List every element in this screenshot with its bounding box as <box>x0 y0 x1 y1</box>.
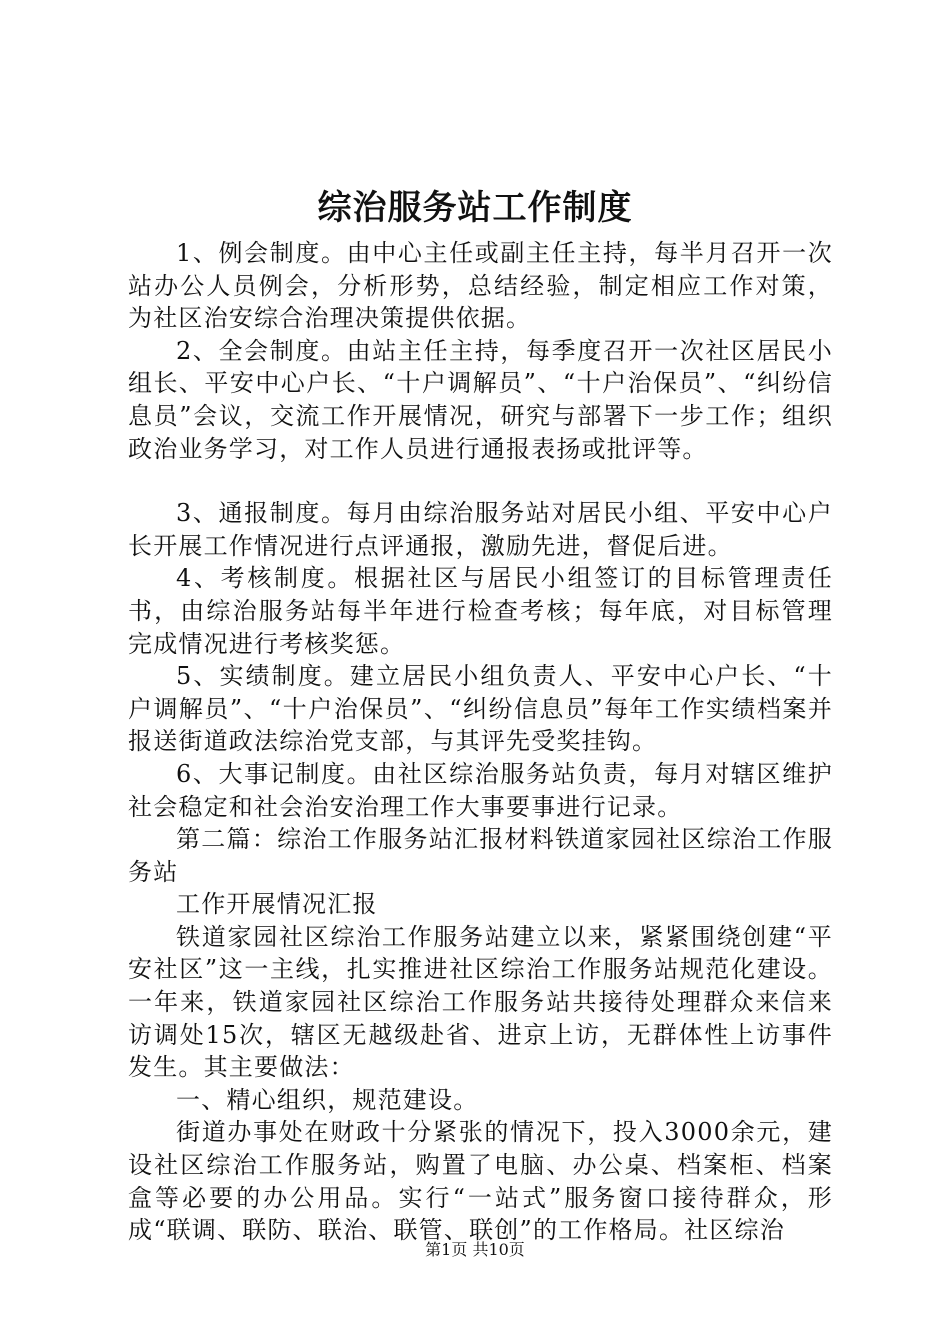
paragraph-assessment-system: 4、考核制度。根据社区与居民小组签订的目标管理责任书，由综治服务站每半年进行检查考核；每年底，对目标管理完成情况进行考核奖惩。 <box>128 564 833 658</box>
paragraph-chronicle-system: 6、大事记制度。由社区综治服务站负责，每月对辖区维护社会稳定和社会治安治理工作大事要事进行记录。 <box>128 759 833 821</box>
paragraph-notification-system: 3、通报制度。每月由综治服务站对居民小组、平安中心户长开展工作情况进行点评通报，激励先进，督促后进。 <box>128 499 833 560</box>
paragraph-performance-system: 5、实绩制度。建立居民小组负责人、平安中心户长、“十户调解员”、“十户治保员”、“纠纷信息员”每年工作实绩档案并报送街道政法综治党支部，与其评先受奖挂钩。 <box>128 662 833 756</box>
paragraph-second-article-heading: 第二篇：综治工作服务站汇报材料铁道家园社区综治工作服务站 <box>128 825 833 886</box>
paragraph-section-heading: 一、精心组织，规范建设。 <box>176 1085 479 1114</box>
paragraph-report-subtitle: 工作开展情况汇报 <box>176 890 378 919</box>
paragraph-investment-details: 街道办事处在财政十分紧张的情况下，投入3000余元，建设社区综治工作服务站，购置了电脑、办公桌、档案柜、档案盒等必要的办公用品。实行“一站式”服务窗口接待群众，形成“联调、联防、联治、联管、联创”的工作格局。社区综治 <box>128 1118 833 1245</box>
document-title: 综治服务站工作制度 <box>317 188 633 228</box>
paragraph-report-intro: 铁道家园社区综治工作服务站建立以来，紧紧围绕创建“平安社区”这一主线，扎实推进社区综治工作服务站规范化建设。一年来，铁道家园社区综治工作服务站共接待处理群众来信来访调处15次，辖区无越级赴省、进京上访，无群体性上访事件发生。其主要做法： <box>128 922 833 1082</box>
paragraph-meeting-system: 1、例会制度。由中心主任或副主任主持，每半月召开一次站办公人员例会，分析形势，总结经验，制定相应工作对策，为社区治安综合治理决策提供依据。 <box>128 239 833 333</box>
page-number-footer: 第1页 共10页 <box>425 1240 525 1259</box>
paragraph-plenary-system: 2、全会制度。由站主任主持，每季度召开一次社区居民小组长、平安中心户长、“十户调解员”、“十户治保员”、“纠纷信息员”会议，交流工作开展情况，研究与部署下一步工作；组织政治业务学习，对工作人员进行通报表扬或批评等。 <box>128 336 833 463</box>
document-body <box>128 237 833 1247</box>
